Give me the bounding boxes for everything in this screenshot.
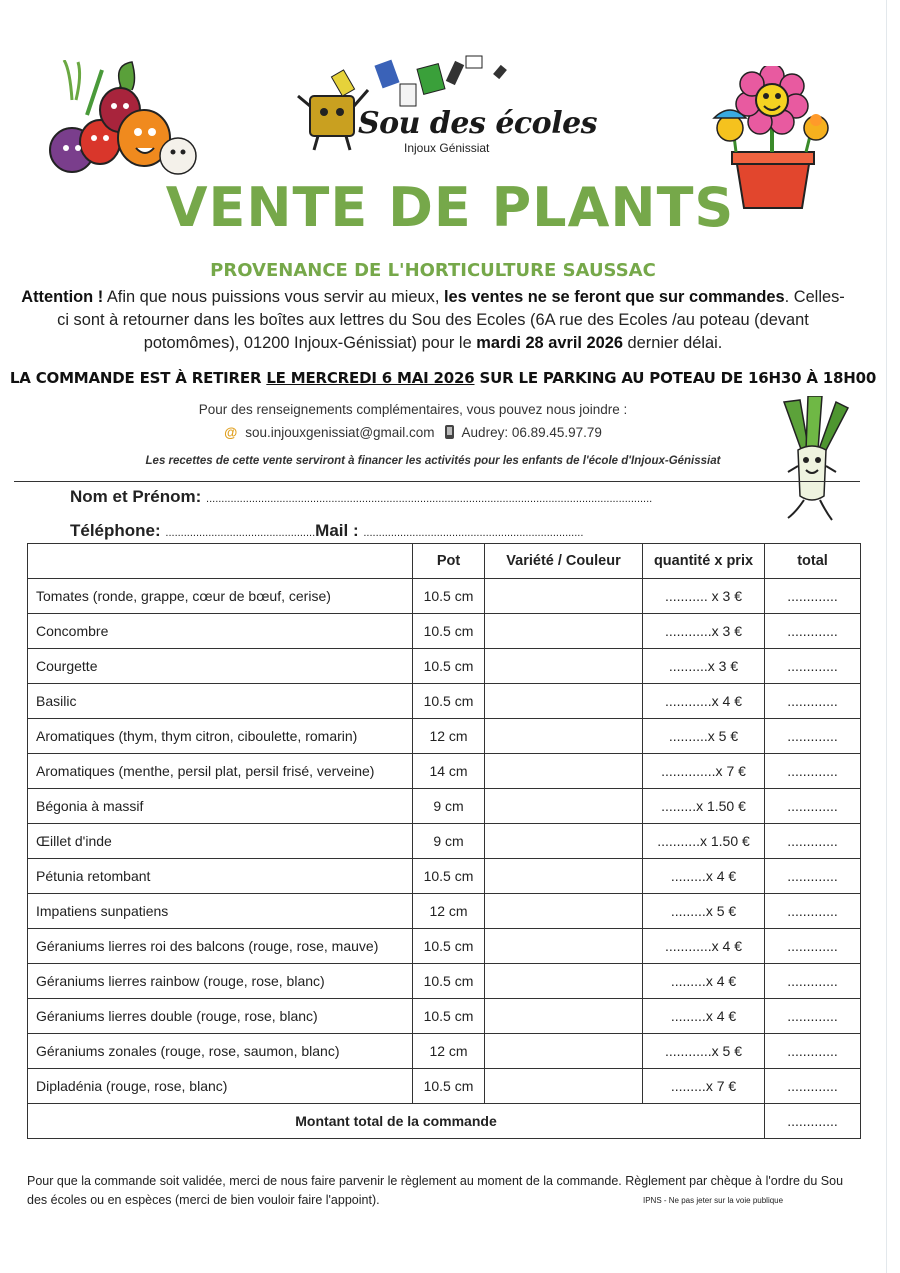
intro-bold-1: les ventes ne se feront que sur commandes [443, 288, 785, 306]
pickup-notice [0, 369, 886, 387]
table-body [28, 579, 861, 1139]
row-total-cell[interactable]: ............. [765, 894, 861, 929]
variety-input-cell[interactable] [485, 1034, 643, 1069]
variety-input-cell[interactable] [485, 789, 643, 824]
pot-size-cell: 10.5 cm [413, 579, 485, 614]
product-name-cell: Œillet d'inde [28, 824, 413, 859]
pot-size-cell: 10.5 cm [413, 614, 485, 649]
pot-size-cell: 14 cm [413, 754, 485, 789]
row-total-cell[interactable]: ............. [765, 824, 861, 859]
product-name-cell: Concombre [28, 614, 413, 649]
header-pot: Pot [413, 544, 485, 579]
row-total-cell[interactable]: ............. [765, 964, 861, 999]
pot-size-cell: 10.5 cm [413, 964, 485, 999]
pickup-pre: LA COMMANDE EST À RETIRER [9, 369, 267, 387]
leek-illustration [774, 396, 854, 530]
table-row [28, 789, 861, 824]
quantity-price-cell[interactable]: ............x 4 € [643, 929, 765, 964]
variety-input-cell[interactable] [485, 649, 643, 684]
row-total-cell[interactable]: ............. [765, 789, 861, 824]
order-table [27, 543, 861, 1139]
pot-size-cell: 10.5 cm [413, 859, 485, 894]
recettes-note: Les recettes de cette vente serviront à financer les activités pour les enfants de l'école d'Injoux-Génissiat [145, 455, 721, 467]
variety-input-cell[interactable] [485, 894, 643, 929]
pickup-date: LE MERCREDI 6 MAI 2026 [266, 369, 475, 387]
table-row [28, 754, 861, 789]
table-row [28, 1034, 861, 1069]
pot-size-cell: 10.5 cm [413, 684, 485, 719]
separator-line [14, 481, 860, 482]
grand-total-row [28, 1104, 861, 1139]
pot-size-cell: 12 cm [413, 894, 485, 929]
contact-details [0, 425, 826, 440]
row-total-cell[interactable]: ............. [765, 579, 861, 614]
intro-text-1: Afin que nous puissions vous servir au mieux, [103, 288, 444, 306]
header-total: total [765, 544, 861, 579]
header-quantity-price: quantité x prix [643, 544, 765, 579]
quantity-price-cell[interactable]: .........x 5 € [643, 894, 765, 929]
row-total-cell[interactable]: ............. [765, 1034, 861, 1069]
intro-deadline: mardi 28 avril 2026 [476, 334, 623, 352]
table-row [28, 929, 861, 964]
quantity-price-cell[interactable]: .........x 1.50 € [643, 789, 765, 824]
variety-input-cell[interactable] [485, 999, 643, 1034]
quantity-price-cell[interactable]: ..............x 7 € [643, 754, 765, 789]
variety-input-cell[interactable] [485, 614, 643, 649]
pot-size-cell: 12 cm [413, 1034, 485, 1069]
table-row [28, 894, 861, 929]
table-row [28, 579, 861, 614]
row-total-cell[interactable]: ............. [765, 859, 861, 894]
quantity-price-cell[interactable]: .........x 4 € [643, 964, 765, 999]
table-row [28, 824, 861, 859]
quantity-price-cell[interactable]: ........... x 3 € [643, 579, 765, 614]
product-name-cell: Impatiens sunpatiens [28, 894, 413, 929]
pot-size-cell: 10.5 cm [413, 649, 485, 684]
product-name-cell: Aromatiques (menthe, persil plat, persil frisé, verveine) [28, 754, 413, 789]
mail-field-label: Mail : [315, 521, 359, 540]
payment-note: Pour que la commande soit validée, merci de nous faire parvenir le règlement au moment de la commande. Règlement par chèque à l'ordre du Sou des écoles ou en espèces (merci de bien vouloir faire l'appoint). [27, 1174, 844, 1207]
row-total-cell[interactable]: ............. [765, 614, 861, 649]
table-row [28, 614, 861, 649]
table-row [28, 859, 861, 894]
pot-size-cell: 10.5 cm [413, 929, 485, 964]
contact-intro: Pour des renseignements complémentaires, vous pouvez nous joindre : [198, 402, 628, 417]
page-title: VENTE DE PLANTS [165, 176, 735, 239]
table-row [28, 684, 861, 719]
header-variety: Variété / Couleur [485, 544, 643, 579]
name-dots: .................................................................................................................................................. [206, 493, 653, 505]
table-row [28, 999, 861, 1034]
logo [296, 50, 596, 160]
quantity-price-cell[interactable]: .........x 7 € [643, 1069, 765, 1104]
variety-input-cell[interactable] [485, 579, 643, 614]
variety-input-cell[interactable] [485, 824, 643, 859]
intro-paragraph [20, 286, 846, 355]
row-total-cell[interactable]: ............. [765, 1069, 861, 1104]
grand-total-label: Montant total de la commande [28, 1104, 765, 1139]
quantity-price-cell[interactable]: .........x 4 € [643, 999, 765, 1034]
quantity-price-cell[interactable]: ............x 3 € [643, 614, 765, 649]
pot-size-cell: 12 cm [413, 719, 485, 754]
attention-label: Attention ! [21, 288, 104, 306]
table-row [28, 719, 861, 754]
pot-size-cell: 10.5 cm [413, 999, 485, 1034]
pickup-post: SUR LE PARKING AU POTEAU DE 16H30 À 18H00 [474, 369, 877, 387]
page-subtitle: PROVENANCE DE L'HORTICULTURE SAUSSAC [210, 260, 656, 281]
table-row [28, 964, 861, 999]
product-name-cell: Bégonia à massif [28, 789, 413, 824]
table-row [28, 649, 861, 684]
row-total-cell[interactable]: ............. [765, 719, 861, 754]
table-row [28, 1069, 861, 1104]
product-name-cell: Géraniums lierres roi des balcons (rouge, rose, mauve) [28, 929, 413, 964]
product-name-cell: Basilic [28, 684, 413, 719]
quantity-price-cell[interactable]: ............x 4 € [643, 684, 765, 719]
variety-input-cell[interactable] [485, 964, 643, 999]
pot-size-cell: 10.5 cm [413, 1069, 485, 1104]
quantity-price-cell[interactable]: ...........x 1.50 € [643, 824, 765, 859]
logo-title: Sou des écoles [358, 106, 598, 141]
variety-input-cell[interactable] [485, 719, 643, 754]
product-name-cell: Dipladénia (rouge, rose, blanc) [28, 1069, 413, 1104]
variety-input-cell[interactable] [485, 929, 643, 964]
contact-phone: Audrey: 06.89.45.97.79 [461, 425, 602, 440]
name-field[interactable] [70, 487, 652, 507]
product-name-cell: Géraniums lierres double (rouge, rose, blanc) [28, 999, 413, 1034]
product-name-cell: Géraniums lierres rainbow (rouge, rose, blanc) [28, 964, 413, 999]
variety-input-cell[interactable] [485, 754, 643, 789]
row-total-cell[interactable]: ............. [765, 999, 861, 1034]
phone-field-dots[interactable]: ................................................. [165, 527, 316, 539]
name-label: Nom et Prénom: [70, 487, 202, 506]
row-total-cell[interactable]: ............. [765, 684, 861, 719]
product-name-cell: Pétunia retombant [28, 859, 413, 894]
variety-input-cell[interactable] [485, 684, 643, 719]
mail-field-dots[interactable]: ........................................................................ [363, 527, 584, 539]
intro-text-2: . Celles-ci sont à retourner dans les boîtes aux lettres du Sou des Ecoles (6A rue des Ecoles /au poteau (devant potomômes), 01200 Injoux-Génissiat) pour le [57, 288, 845, 352]
product-name-cell: Aromatiques (thym, thym citron, ciboulette, romarin) [28, 719, 413, 754]
variety-input-cell[interactable] [485, 1069, 643, 1104]
at-icon: @ [224, 425, 238, 440]
ipns-note: IPNS - Ne pas jeter sur la voie publique [643, 1196, 784, 1205]
intro-text-3: dernier délai. [622, 334, 723, 352]
product-name-cell: Géraniums zonales (rouge, rose, saumon, blanc) [28, 1034, 413, 1069]
pot-size-cell: 9 cm [413, 789, 485, 824]
header-product [28, 544, 413, 579]
logo-subtitle: Injoux Génissiat [404, 141, 490, 155]
pot-size-cell: 9 cm [413, 824, 485, 859]
contact-email: sou.injouxgenissiat@gmail.com [245, 425, 435, 440]
quantity-price-cell[interactable]: ............x 5 € [643, 1034, 765, 1069]
vegetables-illustration [42, 60, 207, 180]
variety-input-cell[interactable] [485, 859, 643, 894]
product-name-cell: Tomates (ronde, grappe, cœur de bœuf, cerise) [28, 579, 413, 614]
phone-icon [445, 425, 454, 439]
quantity-price-cell[interactable]: .........x 4 € [643, 859, 765, 894]
row-total-cell[interactable]: ............. [765, 929, 861, 964]
quantity-price-cell[interactable]: ..........x 3 € [643, 649, 765, 684]
table-header-row [28, 544, 861, 579]
row-total-cell[interactable]: ............. [765, 649, 861, 684]
contact-fields [70, 521, 583, 541]
grand-total-value[interactable]: ............. [765, 1104, 861, 1139]
quantity-price-cell[interactable]: ..........x 5 € [643, 719, 765, 754]
phone-field-label: Téléphone: [70, 521, 161, 540]
row-total-cell[interactable]: ............. [765, 754, 861, 789]
product-name-cell: Courgette [28, 649, 413, 684]
